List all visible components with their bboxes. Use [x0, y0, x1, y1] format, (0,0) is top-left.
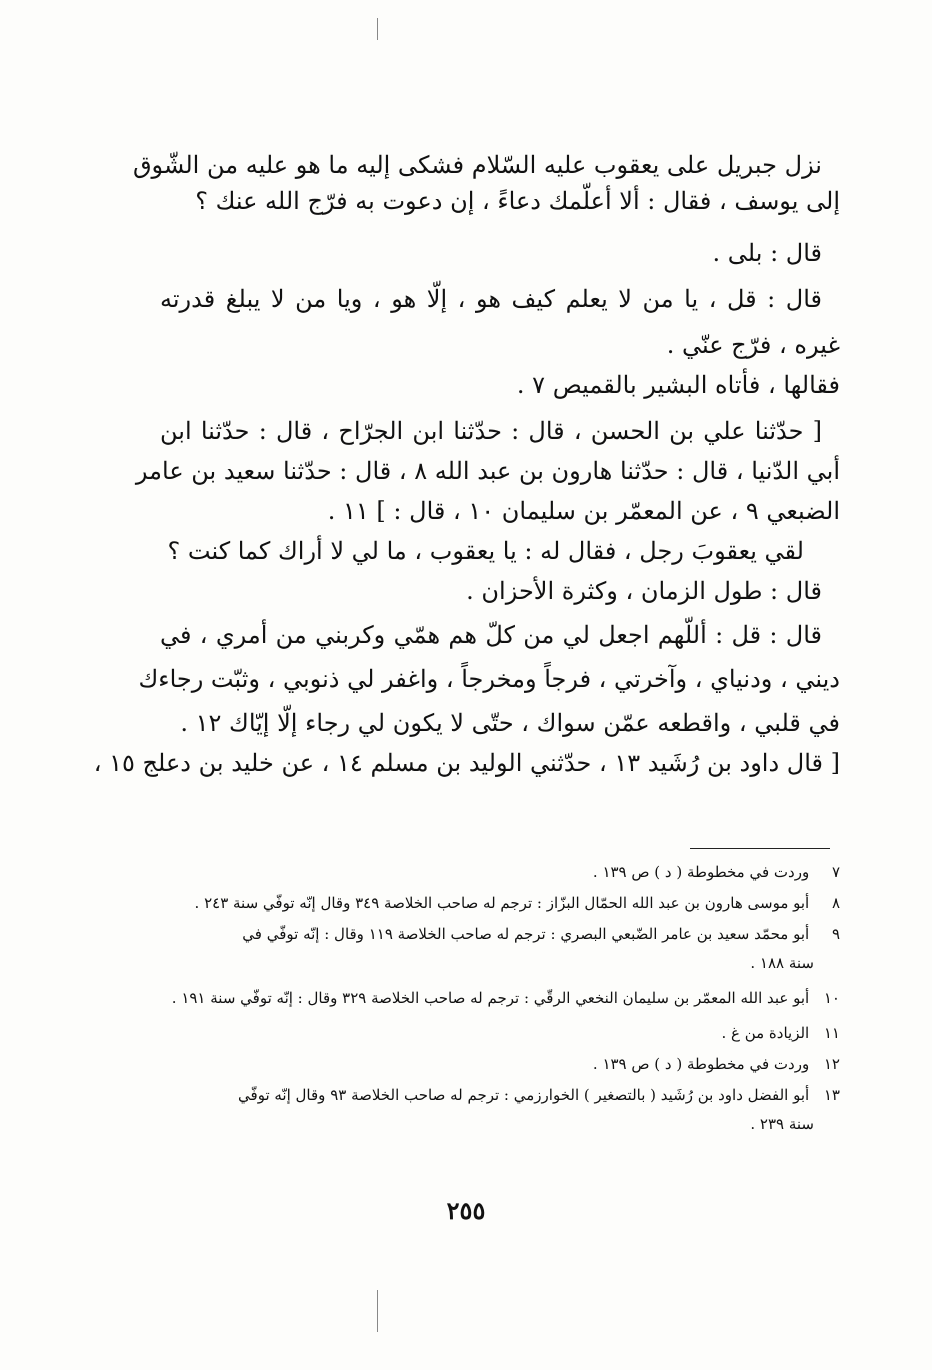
text-line: قال : قل : أللّهم اجعل لي من كلّ هم همّي وكربني من أمري ، في [160, 621, 822, 649]
footnote-text: أبو موسى هارون بن عبد الله الحمّال البزّاز : ترجم له صاحب الخلاصة ٣٤٩ وقال إنّه توفّي سنة ٢٤٣ . [194, 894, 810, 912]
footnotes [160, 864, 840, 1133]
footnote-divider [690, 848, 830, 849]
text-line: فقالها ، فأتاه البشير بالقميص ٧ . [516, 371, 840, 399]
page-number: ٢٥٥ [446, 1196, 486, 1225]
binding-mark-bottom [377, 1290, 378, 1332]
text-line: الضبعي ٩ ، عن المعمّر بن سليمان ١٠ ، قال : ] ١١ . [327, 497, 840, 525]
footnote-text: وردت في مخطوطة ( د ) ص ١٣٩ . [592, 863, 810, 881]
footnote-number: ١٣ [823, 1086, 840, 1104]
footnote-number: ٧ [831, 863, 840, 881]
text-line: غيره ، فرّج عنّي . [666, 331, 840, 359]
footnote-text: أبو عبد الله المعمّر بن سليمان النخعي الرقّي : ترجم له صاحب الخلاصة ٣٢٩ وقال : إنّه توفّي سنة ١٩١ . [171, 989, 810, 1007]
footnote-number: ١٢ [823, 1055, 840, 1073]
footnote-continuation: سنة ٢٣٩ . [750, 1115, 814, 1133]
text-line: أبي الدّنيا ، قال : حدّثنا هارون بن عبد الله ٨ ، قال : حدّثنا سعيد بن عامر [135, 457, 840, 485]
footnote-number: ١١ [823, 1024, 840, 1042]
text-line: [ حدّثنا علي بن الحسن ، قال : حدّثنا ابن الجرّاح ، قال : حدّثنا ابن [160, 417, 823, 445]
text-line: ديني ، ودنياي ، وآخرتي ، فرجاً ومخرجاً ، واغفر لي ذنوبي ، وثبّت رجاءك [138, 665, 840, 693]
footnote [160, 1025, 840, 1042]
main-text [93, 151, 840, 777]
text-line: نزل جبريل على يعقوب عليه السّلام فشكى إليه ما هو عليه من الشّوق [132, 151, 822, 179]
footnote [160, 864, 840, 881]
footnote-text: أبو محمّد سعيد بن عامر الضّبعي البصري : ترجم له صاحب الخلاصة ١١٩ وقال : إنّه توفّي في [242, 925, 810, 943]
text-line: في قلبي ، واقطعه عمّن سواك ، حتّى لا يكون لي رجاء إلّا إيّاك ١٢ . [180, 709, 840, 737]
text-line: قال : طول الزمان ، وكثرة الأحزان . [466, 577, 822, 605]
text-line: إلى يوسف ، فقال : ألا أعلّمك دعاءً ، إن دعوت به فرّج الله عنك ؟ [195, 187, 840, 215]
footnote-number: ٩ [831, 925, 840, 943]
footnote [160, 1056, 840, 1073]
footnote [160, 926, 840, 943]
footnote-number: ٨ [831, 894, 840, 912]
binding-mark-top [377, 18, 378, 40]
text-line: قال : قل ، يا من لا يعلم كيف هو ، إلّا هو ، ويا من لا يبلغ قدرته [160, 285, 822, 313]
footnote [160, 1087, 840, 1104]
footnote-text: وردت في مخطوطة ( د ) ص ١٣٩ . [592, 1055, 810, 1073]
footnote [160, 990, 840, 1007]
footnote-text: الزيادة من غ . [721, 1024, 810, 1042]
footnote-number: ١٠ [823, 989, 840, 1007]
footnote-continuation: سنة ١٨٨ . [750, 954, 814, 972]
text-line: [ قال داود بن رُشَيد ١٣ ، حدّثني الوليد بن مسلم ١٤ ، عن خليد بن دعلج ١٥ ، [93, 749, 840, 777]
text-line: قال : بلى . [712, 239, 822, 267]
text-line: لقي يعقوبَ رجل ، فقال له : يا يعقوب ، ما لي لا أراك كما كنت ؟ [167, 537, 804, 565]
footnote-text: أبو الفضل داود بن رُشَيد ( بالتصغير ) الخوارزمي : ترجم له صاحب الخلاصة ٩٣ وقال إنّه توفّي [238, 1086, 810, 1104]
footnote [160, 895, 840, 912]
